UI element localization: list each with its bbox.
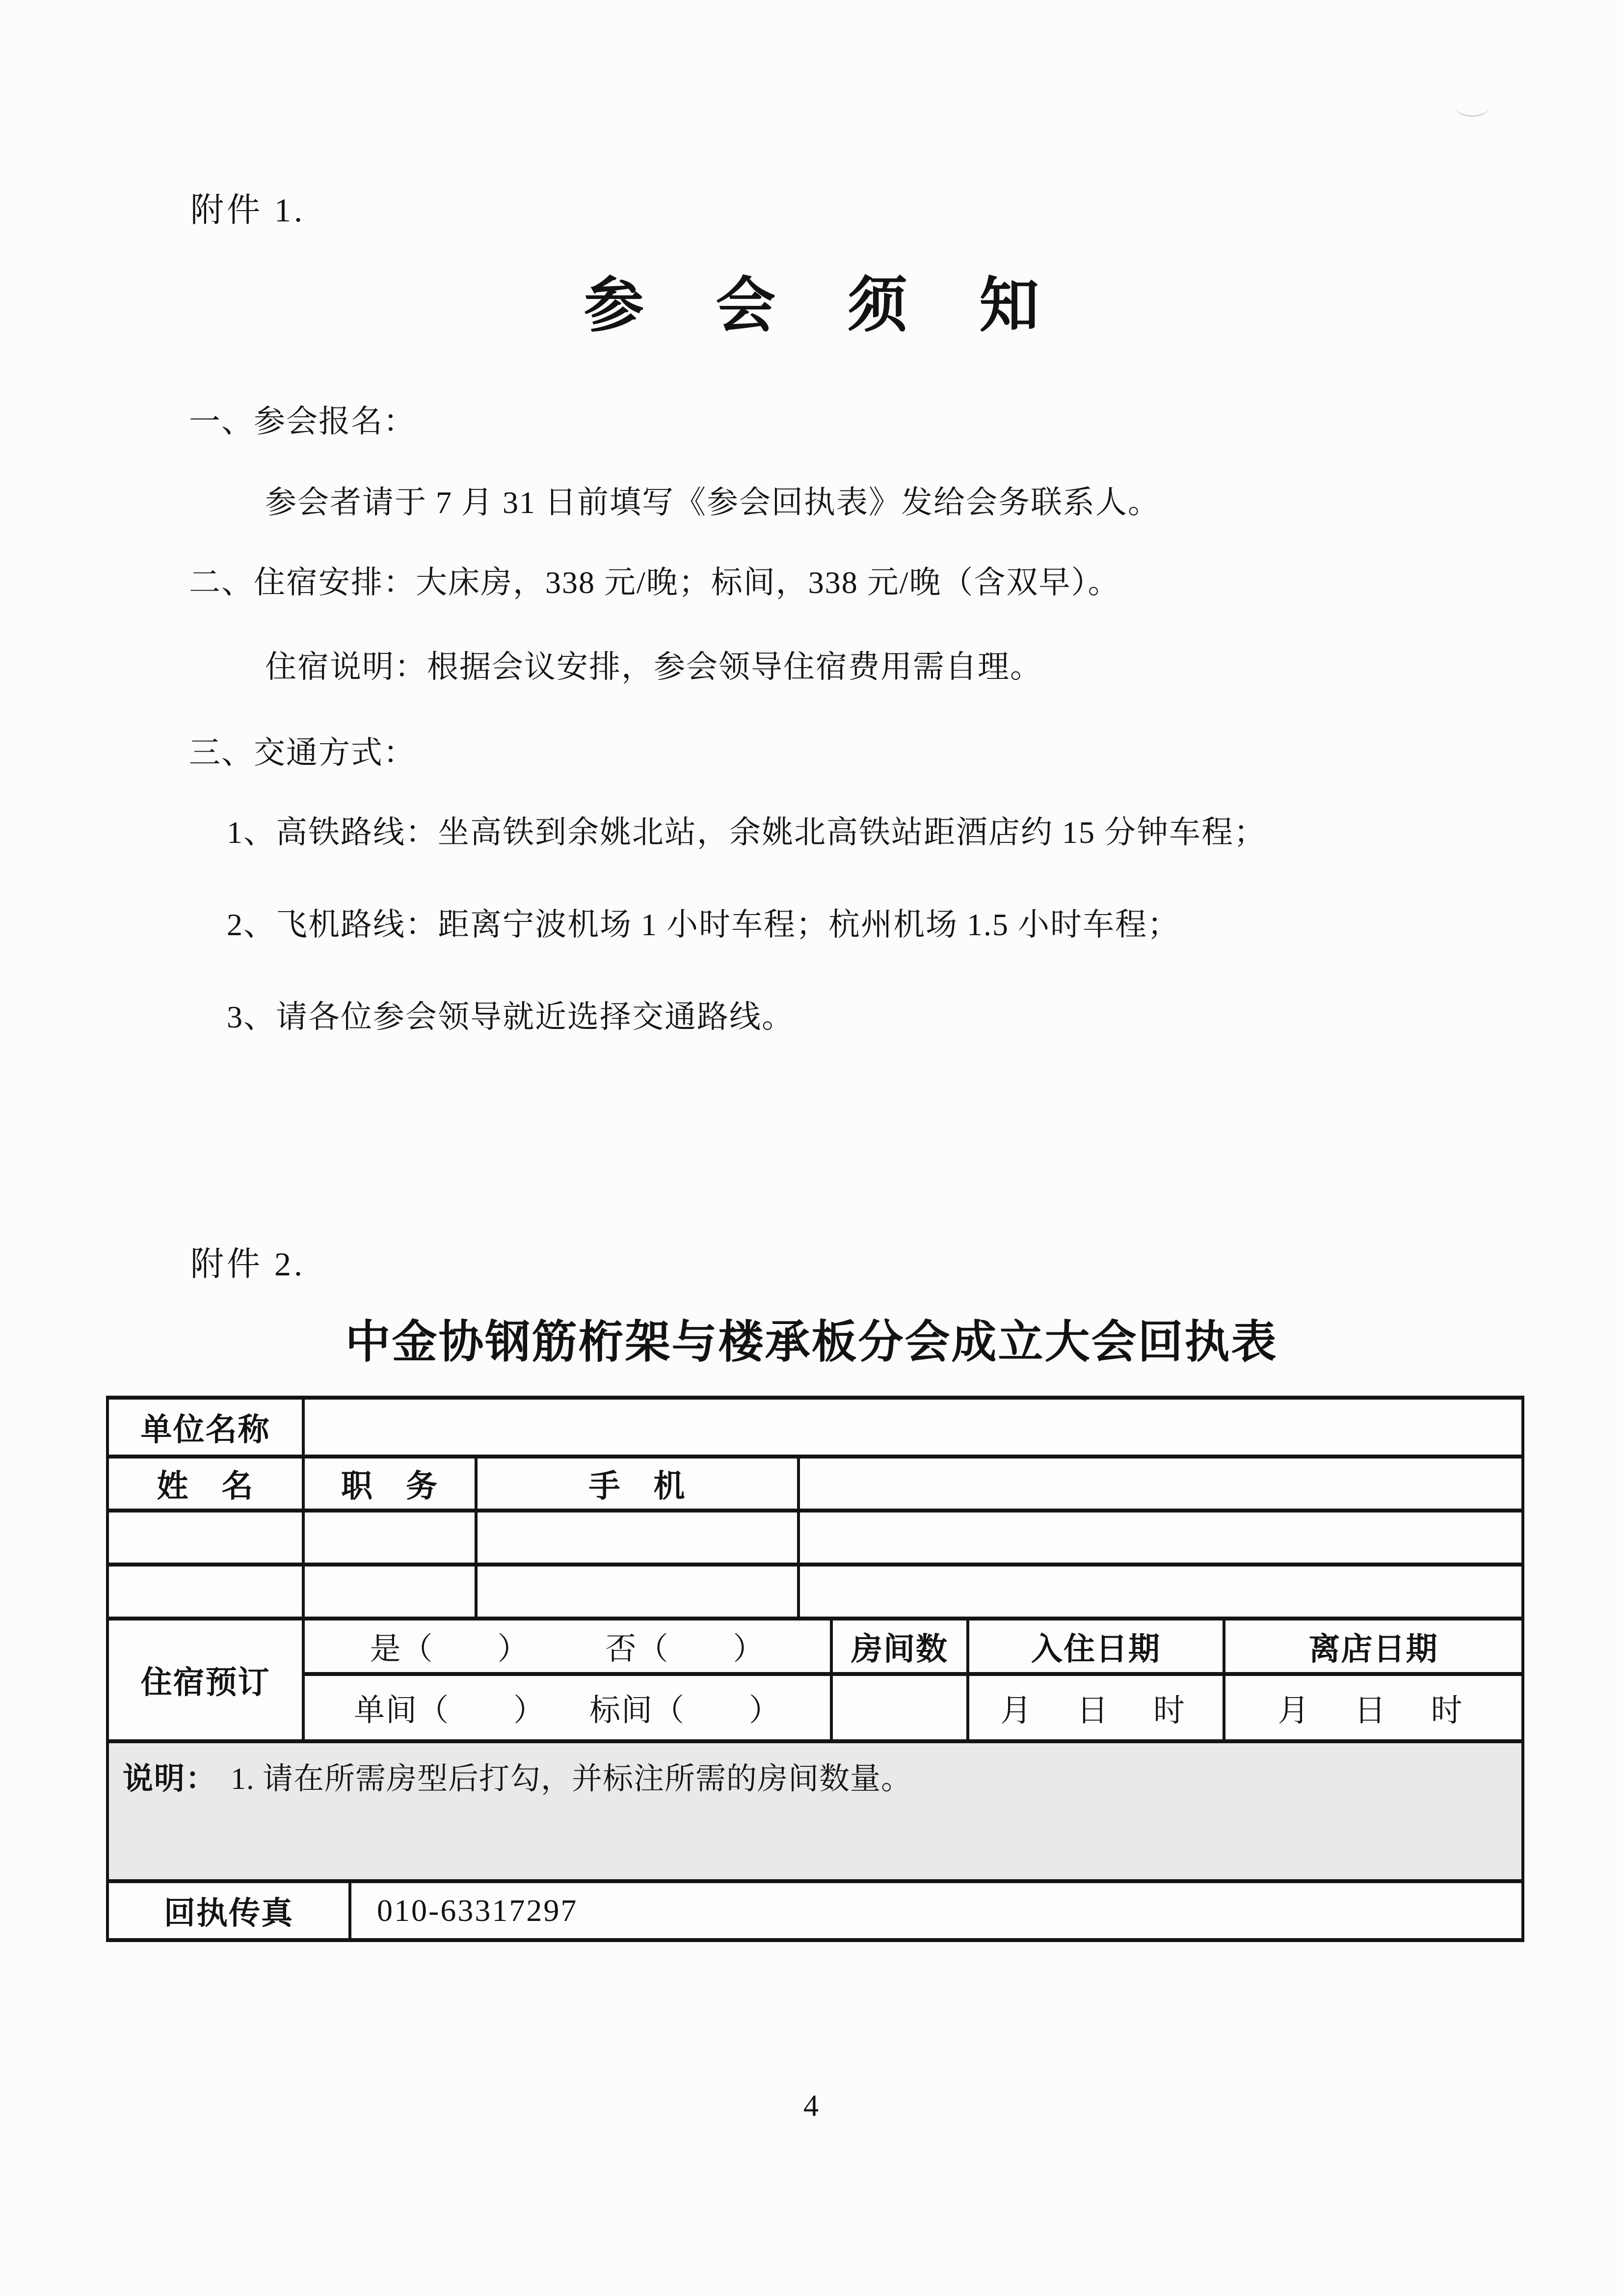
checkin-month-day-hour: 月 日 时 <box>969 1676 1225 1743</box>
lodging-label: 住宿预订 <box>109 1621 305 1743</box>
entry-row2-mobile-cell <box>478 1567 800 1621</box>
header-row-empty-cell <box>800 1459 1524 1513</box>
fax-label: 回执传真 <box>109 1883 351 1942</box>
fax-number: 010-63317297 <box>351 1883 1524 1942</box>
mobile-column-header: 手 机 <box>478 1459 800 1513</box>
note-text: 1. 请在所需房型后打勾，并标注所需的房间数量。 <box>231 1762 912 1796</box>
reply-form-table <box>106 1396 1524 1942</box>
lodging-yes-option: 是（ ） <box>370 1632 530 1666</box>
standard-room-option: 标间（ ） <box>589 1693 781 1728</box>
section3-heading: 三、交通方式： <box>189 735 416 770</box>
entry-row1-name-cell <box>109 1513 305 1567</box>
unit-name-value-cell <box>305 1400 1524 1459</box>
rooms-count-value-cell <box>833 1676 969 1743</box>
transport-item-3: 3、请各位参会领导就近选择交通路线。 <box>227 999 794 1034</box>
document-title: 参 会 须 知 <box>584 273 1068 339</box>
entry-row2-name-cell <box>109 1567 305 1621</box>
transport-item-2: 2、飞机路线：距离宁波机场 1 小时车程；杭州机场 1.5 小时车程； <box>227 907 1180 942</box>
page-number: 4 <box>803 2089 820 2123</box>
entry-row2-position-cell <box>305 1567 478 1621</box>
attachment1-label: 附件 1. <box>190 191 306 229</box>
attachment2-label: 附件 2. <box>190 1245 306 1283</box>
checkin-date-label: 入住日期 <box>969 1621 1225 1676</box>
entry-row1-position-cell <box>305 1513 478 1567</box>
entry-row1-mobile-cell <box>478 1513 800 1567</box>
section2-heading: 二、住宿安排：大床房，338 元/晚；标间，338 元/晚（含双早）。 <box>189 565 1120 600</box>
name-column-header: 姓 名 <box>109 1459 305 1513</box>
lodging-yes-no-cell <box>305 1621 833 1676</box>
section1-body: 参会者请于 7 月 31 日前填写《参会回执表》发给会务联系人。 <box>265 485 1160 520</box>
single-room-option: 单间（ ） <box>354 1693 545 1728</box>
lodging-no-option: 否（ ） <box>605 1632 765 1666</box>
room-type-cell <box>305 1676 833 1743</box>
checkout-date-label: 离店日期 <box>1225 1621 1524 1676</box>
transport-item-1: 1、高铁路线：坐高铁到余姚北站，余姚北高铁站距酒店约 15 分钟车程； <box>227 815 1266 850</box>
entry-row2-extra-cell <box>800 1567 1524 1621</box>
section2-body: 住宿说明：根据会议安排，参会领导住宿费用需自理。 <box>265 649 1042 684</box>
entry-row1-extra-cell <box>800 1513 1524 1567</box>
scan-artifact <box>1455 96 1490 117</box>
checkout-month-day-hour: 月 日 时 <box>1225 1676 1524 1743</box>
reply-form-title: 中金协钢筋桁架与楼承板分会成立大会回执表 <box>345 1317 1278 1367</box>
position-column-header: 职 务 <box>305 1459 478 1513</box>
rooms-count-label: 房间数 <box>833 1621 969 1676</box>
unit-name-label: 单位名称 <box>109 1400 305 1459</box>
note-label: 说明： <box>123 1762 217 1796</box>
note-cell <box>109 1743 1524 1883</box>
section1-heading: 一、参会报名： <box>189 404 416 439</box>
